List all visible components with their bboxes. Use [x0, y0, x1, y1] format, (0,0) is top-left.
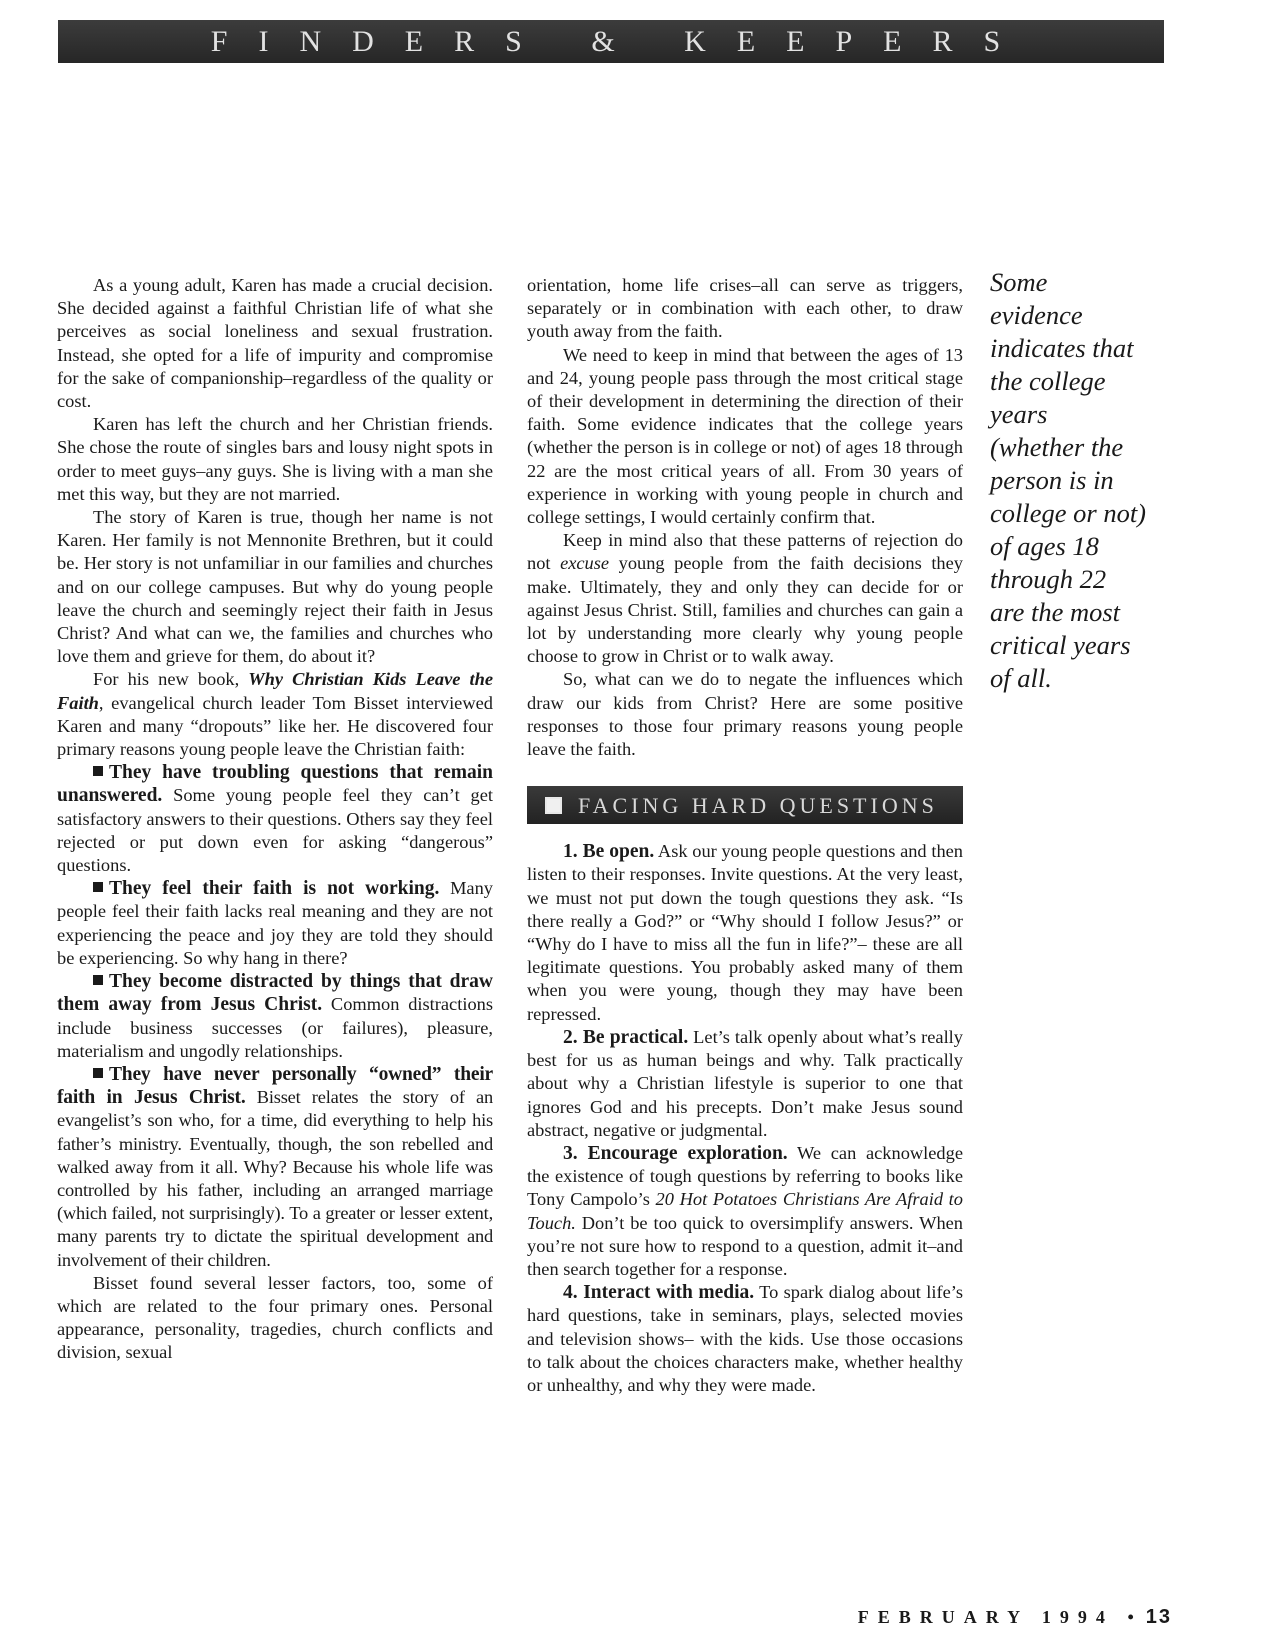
paragraph: Keep in mind also that these patterns of rejection do not excuse young people from the faith decisions they make. Ultimately, they and only they can decide for or against Jesus Christ. Still, families and churches can gain a lot by understanding more clearly why young people choose to grow in Christ or to walk away. [527, 530, 963, 667]
banner-title: FINDERS & KEEPERS [210, 24, 1032, 58]
paragraph: So, what can we do to negate the influences which draw our kids from Christ? Here are some positive responses to those four primary reasons young people leave the faith. [527, 669, 963, 760]
book-intro-paragraph: For his new book, Why Christian Kids Leave the Faith, evangelical church leader Tom Bisset interviewed Karen and many “dropouts” like her. He discovered four primary reasons young people leave the Christian faith: [57, 669, 494, 760]
reason-item: They become distracted by things that draw them away from Jesus Christ. Common distractions include business successes (or failures), pleasure, materialism and ungodly relationships. [57, 971, 493, 1061]
response-item: 4. Interact with media. To spark dialog about life’s hard questions, take in seminars, plays, selected movies and television shows– with the kids. Use those occasions to talk about the choices characters make, whether healthy or unhealthy, and why they were made. [527, 1282, 963, 1395]
paragraph: Karen has left the church and her Christian friends. She chose the route of singles bars and lousy night spots in order to meet guys–any guys. She is living with a man she met this way, but they are not married. [57, 414, 493, 504]
bullet-square-icon [93, 1068, 103, 1078]
section-heading [527, 786, 963, 824]
issue-date: FEBRUARY 1994 [857, 1607, 1114, 1627]
section-heading-text: FACING HARD QUESTIONS [578, 792, 938, 818]
bullet-square-icon [93, 766, 103, 776]
paragraph: We need to keep in mind that between the ages of 13 and 24, young people pass through the most critical stage of their development in determining the direction of their faith. Some evidence indicates that the college years (whether the person is in college or not) of ages 18 through 22 are the most critical years of all. From 30 years of experience in working with young people in church and college settings, I would certainly confirm that. [527, 344, 963, 528]
pull-quote: Some evidence indicates that the college years (whether the person is in college or not) of ages 18 through 22 are the most critical years of all. [990, 267, 1147, 693]
bullet-square-icon [93, 882, 103, 892]
section-banner [58, 20, 1164, 63]
reason-item: They have troubling questions that remain unanswered. Some young people feel they can’t get satisfactory answers to their questions. Others say they feel rejected or put down even for asking “dangerous” questions. [57, 762, 493, 876]
page-footer [786, 1606, 1172, 1629]
footer-separator: • [1127, 1607, 1146, 1627]
reason-item: They feel their faith is not working. Many people feel their faith lacks real meaning and they are not experiencing the peace and joy they are told they should be experiencing. So why hang in there? [57, 878, 493, 968]
article-column-middle [527, 274, 963, 1397]
book-title: 20 Hot Potatoes Christians Are Afraid to Touch. [527, 1189, 963, 1233]
square-outline-icon [545, 797, 562, 814]
response-item: 1. Be open. Ask our young people questions and then listen to their responses. Invite questions. At the very least, we must not put down the tough questions they ask. “Is there really a God?” or “Why should I follow Jesus?” or “Why do I have to miss all the fun in life?”– these are all legitimate questions. You probably asked many of them when you were young, though they may have been repressed. [527, 841, 963, 1024]
paragraph-continuation: orientation, home life crises–all can serve as triggers, separately or in combination with each other, to draw youth away from the faith. [527, 275, 963, 342]
paragraph: The story of Karen is true, though her name is not Karen. Her family is not Mennonite Brethren, but it could be. Her story is not unfamiliar in our families and churches and on our college campuses. But why do young people leave the church and seemingly reject their faith in Jesus Christ? And what can we, the families and churches who love them and grieve for them, do about it? [57, 507, 493, 667]
reason-item: They have never personally “owned” their faith in Jesus Christ. Bisset relates the story of an evangelist’s son who, for a time, did everything to help his father’s ministry. Eventually, though, the son rebelled and walked away from it all. Why? Because his whole life was controlled by his father, including an arranged marriage (which failed, not surprisingly). To a greater or lesser extent, many parents try to dictate the spiritual development and involvement of their children. [57, 1063, 494, 1270]
response-item: 3. Encourage exploration. We can acknowledge the existence of tough questions by referring to books like Tony Campolo’s 20 Hot Potatoes Christians Are Afraid to Touch. Don’t be too quick to oversimplify answers. When you’re not sure how to respond to a question, admit it–and then search together for a response. [527, 1142, 963, 1279]
response-item: 2. Be practical. Let’s talk openly about what’s really best for us as human beings and why. Talk practically about why a Christian lifestyle is superior to one that ignores God and his precepts. Don’t make Jesus sound abstract, negative or judgmental. [527, 1026, 963, 1140]
bullet-square-icon [93, 975, 103, 985]
page-number: 13 [1145, 1606, 1172, 1628]
paragraph: Bisset found several lesser factors, too, some of which are related to the four primary ones. Personal appearance, personality, tragedies, church conflicts and division, sexual [57, 1272, 493, 1363]
article-column-left [57, 274, 493, 1365]
book-title: Why Christian Kids Leave the Faith [57, 669, 494, 713]
paragraph: As a young adult, Karen has made a crucial decision. She decided against a faithful Christian life of what she perceives as social loneliness and sexual frustration. Instead, she opted for a life of impurity and compromise for the sake of companionship–regardless of the quality or cost. [57, 275, 493, 412]
